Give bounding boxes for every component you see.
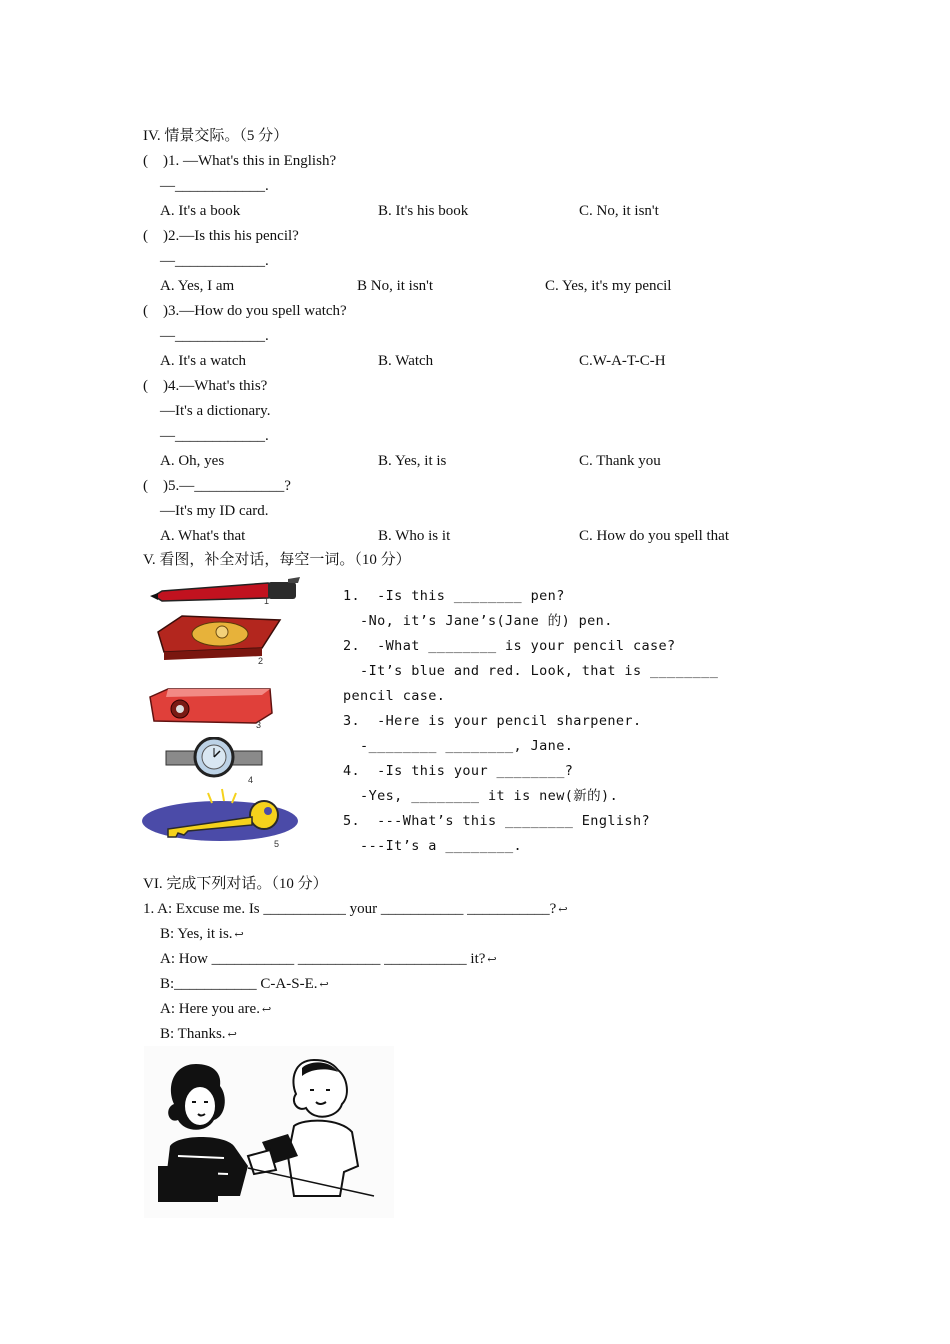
- q1-answer-line: —____________.: [160, 178, 269, 194]
- q5-option-a: A. What's that: [160, 528, 246, 544]
- return-arrow-icon: ↩: [234, 929, 244, 941]
- pic-number-2: 2: [258, 656, 264, 666]
- q3-answer-line: —____________.: [160, 328, 269, 344]
- pic-number-5: 5: [274, 839, 280, 849]
- pic-number-4: 4: [248, 775, 254, 785]
- pencil-case-illustration: [152, 612, 282, 668]
- s5-line-2: -No, it’s Jane’s(Jane 的) pen.: [343, 613, 613, 629]
- pencil-sharpener-illustration: [146, 683, 278, 731]
- q3-option-a: A. It's a watch: [160, 353, 247, 369]
- s6-line-3: A: How ___________ ___________ ___________ it? ↩: [160, 949, 497, 970]
- pic-number-3: 3: [256, 720, 262, 730]
- section-6-title: VI. 完成下列对话。（10 分）: [143, 876, 328, 892]
- q4-option-c: C. Thank you: [579, 453, 661, 469]
- q4-line2: —It's a dictionary.: [160, 403, 271, 419]
- section-5-title: V. 看图，补全对话，每空一词。（10 分）: [143, 552, 411, 568]
- s5-line-3: 2. -What ________ is your pencil case?: [343, 638, 676, 654]
- q2-answer-line: —____________.: [160, 253, 269, 269]
- q4-stem: ( )4.—What's this?: [143, 378, 268, 394]
- return-arrow-icon: ↩: [227, 1029, 237, 1041]
- s5-line-6: 3. -Here is your pencil sharpener.: [343, 713, 642, 729]
- q5-option-c: C. How do you spell that: [579, 528, 729, 544]
- s5-line-5: pencil case.: [343, 688, 446, 704]
- q1-option-b: B. It's his book: [378, 203, 469, 219]
- q1-option-c: C. No, it isn't: [579, 203, 659, 219]
- q1-stem: ( )1. —What's this in English?: [143, 153, 337, 169]
- s5-line-10: 5. ---What’s this ________ English?: [343, 813, 650, 829]
- s6-line-1: 1. A: Excuse me. Is ___________ your ___________ ___________? ↩: [143, 899, 568, 920]
- s5-line-9: -Yes, ________ it is new(新的).: [343, 788, 619, 804]
- q2-option-c: C. Yes, it's my pencil: [545, 278, 672, 294]
- q1-option-a: A. It's a book: [160, 203, 241, 219]
- q2-option-a: A. Yes, I am: [160, 278, 235, 294]
- pen-illustration: [148, 574, 308, 608]
- q4-option-b: B. Yes, it is: [378, 453, 447, 469]
- q5-line2: —It's my ID card.: [160, 503, 269, 519]
- return-arrow-icon: ↩: [487, 954, 497, 966]
- q3-option-b: B. Watch: [378, 353, 434, 369]
- return-arrow-icon: ↩: [319, 979, 329, 991]
- s6-line-5: A: Here you are. ↩: [160, 999, 271, 1020]
- q5-stem: ( )5.—____________?: [143, 478, 291, 494]
- s5-line-4: -It’s blue and red. Look, that is ________: [343, 663, 719, 679]
- watch-illustration: [164, 737, 264, 785]
- s5-line-11: ---It’s a ________.: [343, 838, 523, 854]
- s6-line-2: B: Yes, it is. ↩: [160, 924, 244, 945]
- return-arrow-icon: ↩: [558, 904, 568, 916]
- s6-line-4: B:___________ C-A-S-E. ↩: [160, 974, 329, 995]
- q3-stem: ( )3.—How do you spell watch?: [143, 303, 347, 319]
- q2-stem: ( )2.—Is this his pencil?: [143, 228, 299, 244]
- two-people-illustration: [144, 1046, 394, 1218]
- q4-option-a: A. Oh, yes: [160, 453, 225, 469]
- pic-number-1: 1: [264, 596, 270, 606]
- q5-option-b: B. Who is it: [378, 528, 451, 544]
- s5-line-1: 1. -Is this ________ pen?: [343, 588, 565, 604]
- q4-answer-line: —____________.: [160, 428, 269, 444]
- section-4-title: IV. 情景交际。（5 分）: [143, 128, 289, 144]
- q2-option-b: B No, it isn't: [357, 278, 434, 294]
- s5-line-7: -________ ________, Jane.: [343, 738, 574, 754]
- return-arrow-icon: ↩: [261, 1004, 272, 1016]
- key-illustration: [142, 787, 302, 853]
- s5-line-8: 4. -Is this your ________?: [343, 763, 574, 779]
- s6-line-6: B: Thanks. ↩: [160, 1024, 237, 1045]
- q3-option-c: C.W-A-T-C-H: [579, 353, 666, 369]
